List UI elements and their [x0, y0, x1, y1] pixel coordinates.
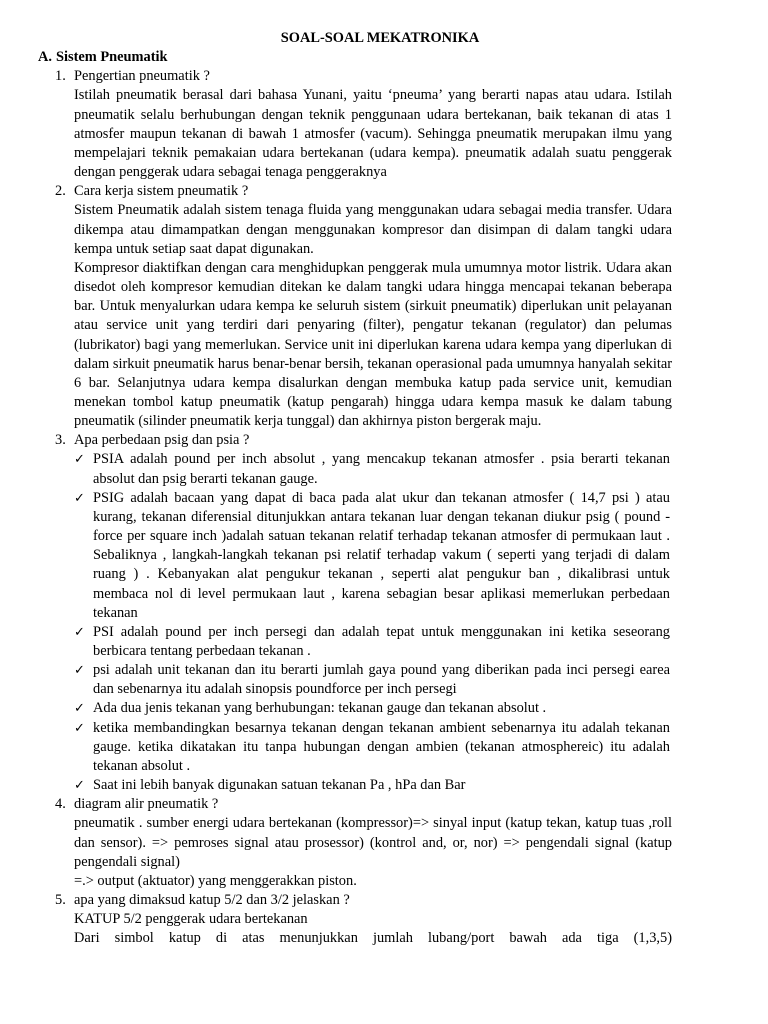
section-heading — [38, 48, 768, 67]
list-item — [74, 719, 670, 776]
answer-paragraph: pneumatik . sumber energi udara bertekanan (kompressor)=> sinyal input (katup tekan, katup tuas ,roll dan sensor). => pemroses signal atau prosessor) (kontrol and, or, nor) => pengendali signal (katup pengendali signal) — [74, 815, 672, 870]
section-name: Sistem Pneumatik — [56, 49, 168, 66]
answer-paragraph: KATUP 5/2 penggerak udara bertekanan — [74, 911, 308, 928]
list-item-text: psi adalah unit tekanan dan itu berarti jumlah gaya pound yang diberikan pada inci persegi earea dan sebenarnya itu adalah sinopsis poundforce per inch persegi — [93, 662, 670, 698]
checkmark-icon: ✓ — [74, 452, 85, 468]
question-4 — [0, 795, 768, 891]
answer-paragraph: Kompresor diaktifkan dengan cara menghidupkan penggerak mula umumnya motor listrik. Udara akan disedot oleh kompresor kemudian ditekan ke dalam tangki udara hingga mencapai tekanan beberapa bar. Untuk menyalurkan udara kempa ke seluruh sistem (sirkuit pneumatik) diperlukan unit pelayanan atau service unit yang terdiri dari penyaring (filter), pengatur tekanan (regulator) dan pelumas (lubrikator) bagi yang memerlukan. Service unit ini diperlukan karena udara kempa yang diperlukan di dalam sirkuit pneumatik harus benar-benar bersih, tekanan operasional pada umumnya hanyalah sekitar 6 bar. Selanjutnya udara kempa disalurkan dengan membuka katup pada service unit, kemudian menekan tombol katup pneumatik (katup pengarah) hingga udara kempa masuk ke dalam tabung pneumatik (silinder pneumatik kerja tunggal) dan akhirnya piston bergerak maju. — [74, 259, 672, 430]
answer-paragraph: Istilah pneumatik berasal dari bahasa Yunani, yaitu ‘pneuma’ yang berarti napas atau udara. Istilah pneumatik selalu berhubungan dengan teknik penggunaan udara bertekanan, baik tekanan di atas 1 atmosfer maupun tekanan di bawah 1 atmosfer (vacum). Sehingga pneumatik merupakan ilmu yang mempelajari teknik pemakaian udara bertekanan (udara kempa). pneumatik adalah suatu penggerak dengan penggerak udara sebagai tenaga penggeraknya — [74, 87, 672, 181]
question-3 — [0, 431, 768, 795]
list-item-text: Saat ini lebih banyak digunakan satuan tekanan Pa , hPa dan Bar — [93, 777, 466, 794]
question-title: Cara kerja sistem pneumatik ? — [74, 183, 249, 200]
question-number: 4. — [55, 796, 66, 813]
list-item — [74, 699, 670, 718]
question-1 — [0, 67, 768, 182]
list-item-text: Ada dua jenis tekanan yang berhubungan: tekanan gauge dan tekanan absolut . — [93, 700, 547, 717]
checkmark-icon: ✓ — [74, 720, 85, 736]
question-2 — [0, 182, 768, 431]
question-number: 2. — [55, 183, 66, 200]
list-item-text: PSI adalah pound per inch persegi dan adalah tepat untuk menggunakan ini ketika seseorang berbicara tentang perbedaan tekanan . — [93, 623, 670, 659]
list-item-text: ketika membandingkan besarnya tekanan dengan tekanan ambient sebenarnya itu adalah tekanan gauge. ketika dikatakan itu tanpa hubungan dengan ambien (tekanan atmosphereic) itu adalah tekanan absolut . — [93, 719, 670, 774]
checkmark-icon: ✓ — [74, 701, 85, 717]
document-title: SOAL-SOAL MEKATRONIKA — [280, 30, 480, 46]
checkmark-icon: ✓ — [74, 624, 85, 640]
list-item-text: PSIA adalah pound per inch absolut , yang mencakup tekanan atmosfer . psia berarti tekanan absolut dan psig berarti tekanan gauge. — [93, 451, 670, 487]
question-number: 3. — [55, 432, 66, 449]
list-item — [74, 489, 670, 623]
checkmark-icon: ✓ — [74, 490, 85, 506]
question-number: 5. — [55, 892, 66, 909]
answer-paragraph: =.> output (aktuator) yang menggerakkan piston. — [74, 872, 357, 889]
answer-paragraph: Dari simbol katup di atas menunjukkan jumlah lubang/port bawah ada tiga (1,3,5) — [74, 930, 672, 947]
question-title: apa yang dimaksud katup 5/2 dan 3/2 jelaskan ? — [74, 892, 350, 909]
bullet-list — [0, 450, 768, 795]
question-title: Apa perbedaan psig dan psia ? — [74, 432, 250, 449]
checkmark-icon: ✓ — [74, 663, 85, 679]
list-item — [74, 661, 670, 699]
question-5 — [0, 891, 768, 948]
question-title: diagram alir pneumatik ? — [74, 796, 219, 813]
question-number: 1. — [55, 68, 66, 85]
document-page — [0, 29, 768, 949]
answer-paragraph: Sistem Pneumatik adalah sistem tenaga fluida yang menggunakan udara sebagai media transfer. Udara dikempa atau dimampatkan dengan menggunakan kompresor dan disimpan di dalam tangki udara kempa untuk setiap saat dapat digunakan. — [74, 202, 672, 257]
list-item — [74, 450, 670, 488]
question-title: Pengertian pneumatik ? — [74, 68, 210, 85]
list-item — [74, 623, 670, 661]
section-letter: A. — [38, 49, 52, 66]
list-item — [74, 776, 670, 795]
list-item-text: PSIG adalah bacaan yang dapat di baca pada alat ukur dan tekanan atmosfer ( 14,7 psi ) atau kurang, tekanan diferensial ditunjukkan antara tekanan luar dengan tekanan diukur psig ( pound -force per square inch )adalah satuan tekanan relatif terhadap tekanan atmosfer di permukaan laut . Sebaliknya , langkah-langkah tekanan psi relatif terhadap vakum ( seperti yang terjadi di dalam ruang ) . Kebanyakan alat pengukur tekanan , seperti alat pengukur ban , dikalibrasi untuk membaca nol di level permukaan laut , karena sebagian besar aplikasi memerlukan perbedaan tekanan — [93, 489, 670, 621]
checkmark-icon: ✓ — [74, 778, 85, 794]
